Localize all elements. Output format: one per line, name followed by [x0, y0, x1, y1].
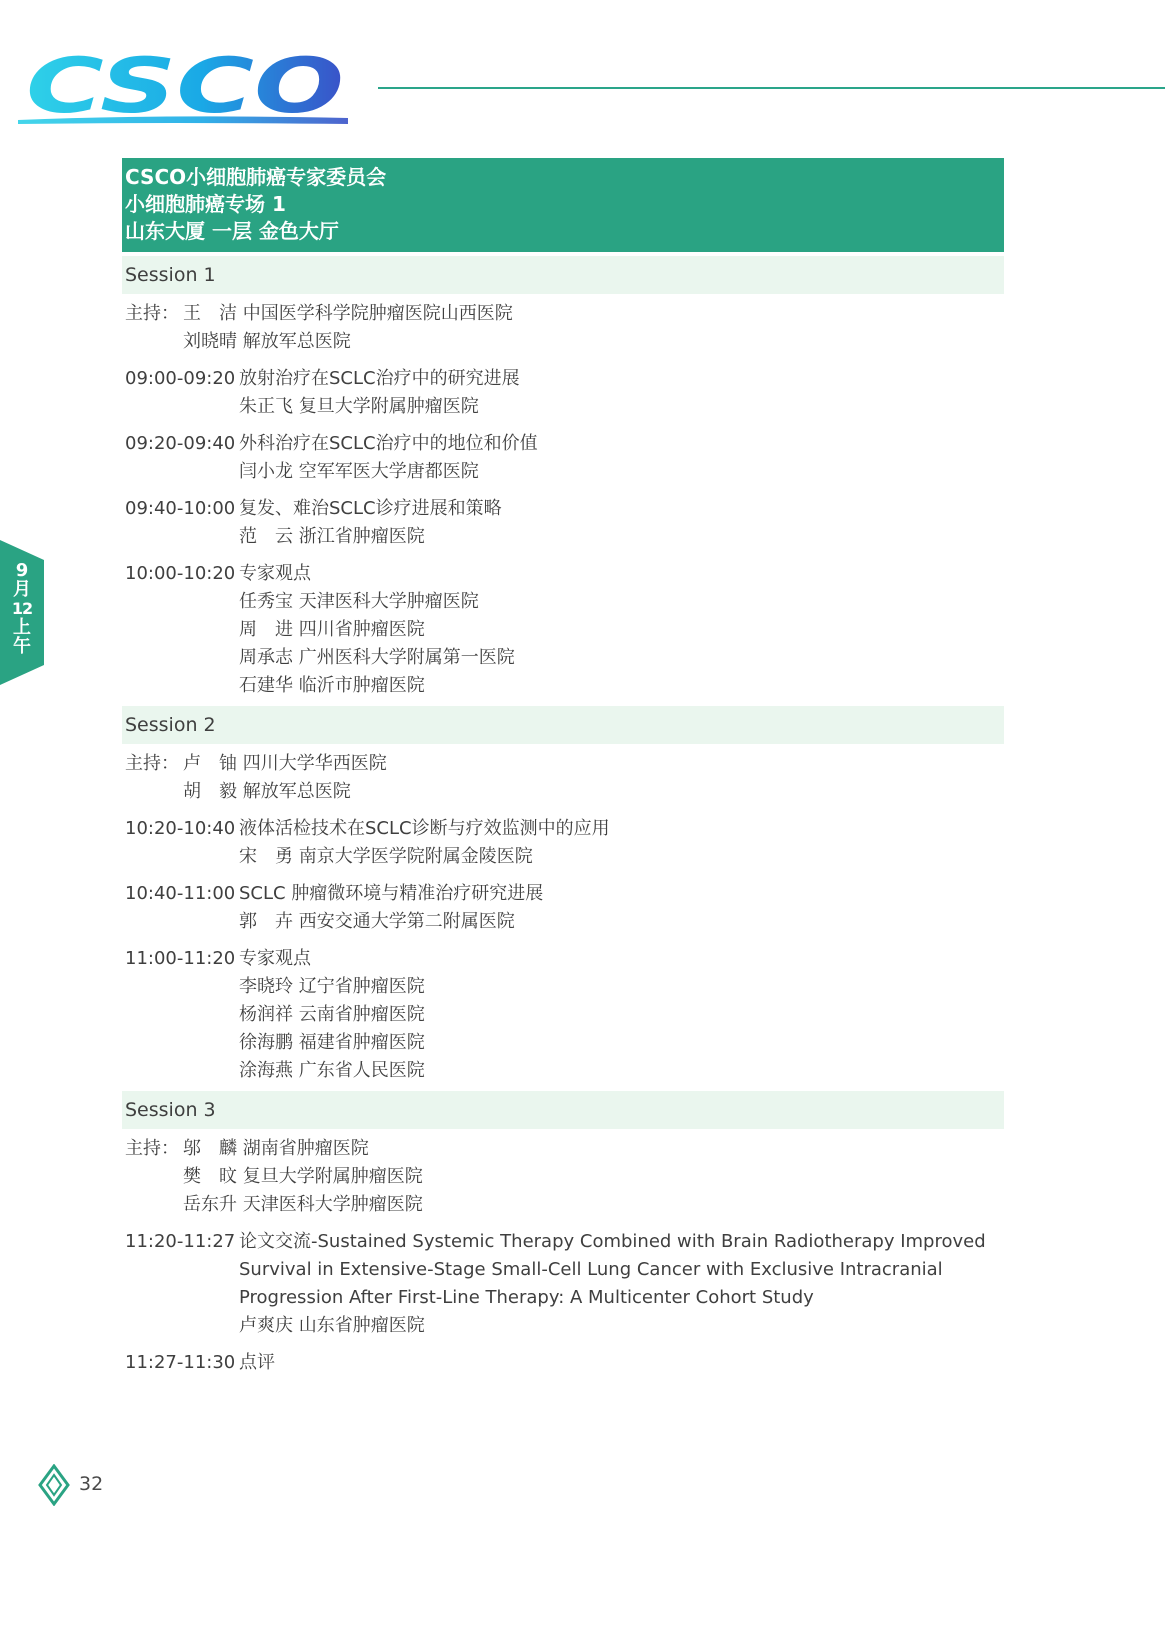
committee-title: CSCO小细胞肺癌专家委员会 [125, 165, 387, 189]
session-1-chairs: 主持： 王 洁 中国医学科学院肿瘤医院山西医院 刘晓晴 解放军总医院 [122, 300, 1004, 356]
talk [122, 365, 1004, 421]
talk-time: 10:40-11:00 [125, 883, 236, 904]
svg-text:CSCO: CSCO [26, 44, 344, 126]
talk-time: 09:00-09:20 [125, 368, 236, 389]
talk-title: 专家观点 [239, 948, 311, 969]
diamond-icon [38, 1464, 70, 1506]
chair: 刘晓晴 解放军总医院 [183, 331, 351, 352]
talk [122, 945, 1004, 1085]
talk [122, 880, 1004, 936]
chair: 卢 铀 四川大学华西医院 [183, 753, 387, 774]
chair: 邬 麟 湖南省肿瘤医院 [183, 1138, 369, 1159]
talk [122, 1349, 1004, 1377]
speaker: 石建华 临沂市肿瘤医院 [239, 675, 425, 696]
page-number: 32 [79, 1473, 104, 1495]
csco-logo [18, 44, 348, 126]
talk-time: 11:27-11:30 [125, 1352, 236, 1373]
talk-title: 点评 [239, 1352, 275, 1373]
schedule [122, 256, 1004, 1377]
talk-title: 外科治疗在SCLC治疗中的地位和价值 [239, 433, 538, 454]
speaker: 任秀宝 天津医科大学肿瘤医院 [239, 591, 479, 612]
speaker: 范 云 浙江省肿瘤医院 [239, 526, 425, 547]
speaker: 卢爽庆 山东省肿瘤医院 [239, 1315, 425, 1336]
talk [122, 495, 1004, 551]
talk-time: 10:20-10:40 [125, 818, 236, 839]
venue: 山东大厦 一层 金色大厅 [125, 219, 339, 243]
talk-title: 复发、难治SCLC诊疗进展和策略 [239, 498, 502, 519]
talk [122, 815, 1004, 871]
talk-time: 11:00-11:20 [125, 948, 236, 969]
session-1-bar: Session 1 [122, 256, 1004, 294]
speaker: 宋 勇 南京大学医学院附属金陵医院 [239, 846, 533, 867]
speaker: 周承志 广州医科大学附属第一医院 [239, 647, 515, 668]
speaker: 闫小龙 空军军医大学唐都医院 [239, 461, 479, 482]
session-2-bar: Session 2 [122, 706, 1004, 744]
chair: 胡 毅 解放军总医院 [183, 781, 351, 802]
talk [122, 1228, 1004, 1340]
talk [122, 560, 1004, 700]
talk-time: 10:00-10:20 [125, 563, 236, 584]
talk-time: 09:40-10:00 [125, 498, 236, 519]
session-3-bar: Session 3 [122, 1091, 1004, 1129]
talk-title: 论文交流-Sustained Systemic Therapy Combined with Brain Radiotherapy Improved Survival in Extensive-Stage Small-Cell Lung Cancer with Exclusive Intracranial Progression After First-Line Therapy: A Multicenter Cohort Study [239, 1231, 986, 1308]
speaker: 徐海鹏 福建省肿瘤医院 [239, 1032, 425, 1053]
speaker: 李晓玲 辽宁省肿瘤医院 [239, 976, 425, 997]
chair: 樊 旼 复旦大学附属肿瘤医院 [183, 1166, 423, 1187]
talk-title: SCLC 肿瘤微环境与精准治疗研究进展 [239, 883, 544, 904]
session-title: 小细胞肺癌专场 1 [125, 192, 286, 216]
date-label: 9 月 12 上 午 [11, 560, 33, 657]
talk-title: 放射治疗在SCLC治疗中的研究进展 [239, 368, 520, 389]
header-rule [378, 87, 1165, 89]
talk-time: 09:20-09:40 [125, 433, 236, 454]
session-header [122, 158, 1004, 252]
chair: 岳东升 天津医科大学肿瘤医院 [183, 1194, 423, 1215]
speaker: 周 进 四川省肿瘤医院 [239, 619, 425, 640]
session-3-chairs: 主持： 邬 麟 湖南省肿瘤医院 樊 旼 复旦大学附属肿瘤医院 岳东升 天津医科大学肿瘤医院 [122, 1135, 1004, 1219]
chair: 王 洁 中国医学科学院肿瘤医院山西医院 [183, 303, 513, 324]
speaker: 郭 卉 西安交通大学第二附属医院 [239, 911, 515, 932]
speaker: 杨润祥 云南省肿瘤医院 [239, 1004, 425, 1025]
speaker: 涂海燕 广东省人民医院 [239, 1060, 425, 1081]
speaker: 朱正飞 复旦大学附属肿瘤医院 [239, 396, 479, 417]
talk-title: 专家观点 [239, 563, 311, 584]
talk [122, 430, 1004, 486]
talk-time: 11:20-11:27 [125, 1231, 236, 1252]
session-2-chairs: 主持： 卢 铀 四川大学华西医院 胡 毅 解放军总医院 [122, 750, 1004, 806]
talk-title: 液体活检技术在SCLC诊断与疗效监测中的应用 [239, 818, 610, 839]
